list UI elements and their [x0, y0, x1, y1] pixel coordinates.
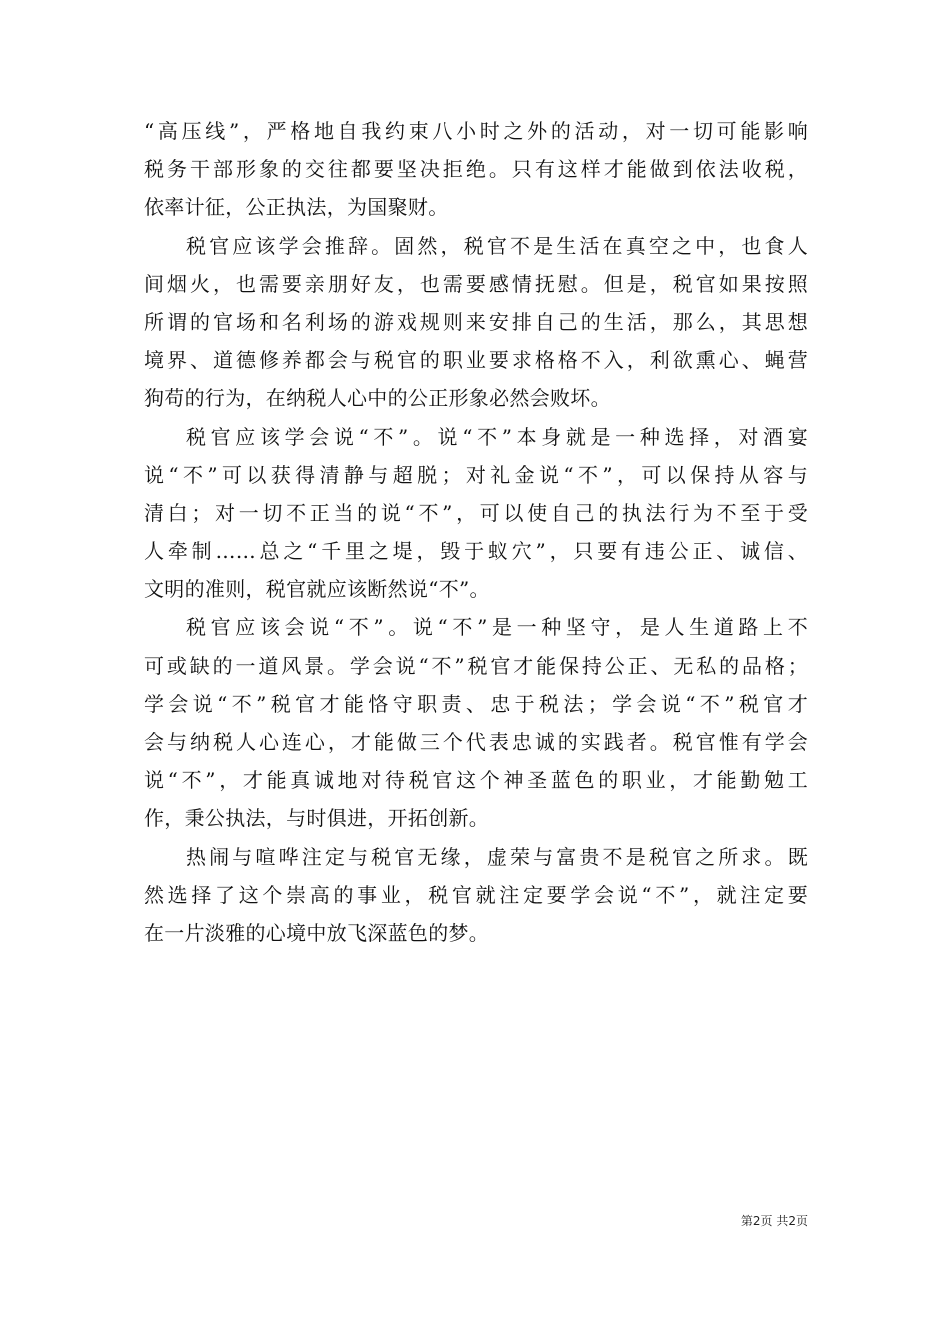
- text-line: 说“不”可以获得清静与超脱；对礼金说“不”，可以保持从容与: [144, 462, 808, 487]
- text-line: 狗苟的行为，在纳税人心中的公正形象必然会败坏。: [144, 386, 611, 411]
- text-line: “高压线”，严格地自我约束八小时之外的活动，对一切可能影响: [144, 119, 808, 143]
- paragraph: [144, 112, 808, 227]
- paragraph: [144, 838, 808, 953]
- text-line: 税务干部形象的交往都要坚决拒绝。只有这样才能做到依法收税，: [144, 157, 808, 182]
- text-line: 学会说“不”税官才能恪守职责、忠于税法；学会说“不”税官才: [144, 691, 808, 716]
- footer-total-pages: 2: [788, 1214, 796, 1228]
- text-line: 所谓的官场和名利场的游戏规则来安排自己的生活，那么，其思想: [144, 309, 808, 334]
- footer-prefix: 第: [740, 1214, 753, 1228]
- text-line: 清白；对一切不正当的说“不”，可以使自己的执法行为不至于受: [144, 500, 808, 525]
- body-text: [144, 112, 808, 952]
- footer-current-page: 2: [752, 1214, 761, 1228]
- paragraph: [144, 418, 808, 609]
- text-line: 作，秉公执法，与时俱进，开拓创新。: [144, 806, 490, 831]
- text-line: 在一片淡雅的心境中放飞深蓝色的梦。: [144, 920, 490, 945]
- text-line: 会与纳税人心连心，才能做三个代表忠诚的实践者。税官惟有学会: [144, 730, 808, 754]
- text-line: 境界、道德修养都会与税官的职业要求格格不入，利欲熏心、蝇营: [144, 348, 808, 373]
- text-line: 税官应该会说“不”。说“不”是一种坚守，是人生道路上不: [186, 615, 808, 640]
- footer-suffix: 页: [795, 1214, 808, 1228]
- text-line: 间烟火，也需要亲朋好友，也需要感情抚慰。但是，税官如果按照: [144, 271, 808, 296]
- text-line: 文明的准则，税官就应该断然说“不”。: [144, 577, 490, 602]
- text-line: 税官应该学会说“不”。说“不”本身就是一种选择，对酒宴: [186, 424, 808, 449]
- text-line: 依率计征，公正执法，为国聚财。: [144, 195, 449, 220]
- footer-middle: 页 共: [760, 1214, 789, 1228]
- paragraph: [144, 227, 808, 418]
- paragraph: [144, 608, 808, 837]
- text-line: 人牵制……总之“千里之堤，毁于蚁穴”，只要有违公正、诚信、: [144, 539, 808, 564]
- text-line: 说“不”，才能真诚地对待税官这个神圣蓝色的职业，才能勤勉工: [144, 768, 808, 793]
- text-line: 可或缺的一道风景。学会说“不”税官才能保持公正、无私的品格；: [144, 653, 808, 678]
- text-line: 然选择了这个崇高的事业，税官就注定要学会说“不”，就注定要: [144, 882, 808, 907]
- text-line: 热闹与喧哗注定与税官无缘，虚荣与富贵不是税官之所求。既: [186, 844, 808, 869]
- page-number-footer: [0, 1212, 808, 1229]
- text-line: 税官应该学会推辞。固然，税官不是生活在真空之中，也食人: [186, 233, 808, 258]
